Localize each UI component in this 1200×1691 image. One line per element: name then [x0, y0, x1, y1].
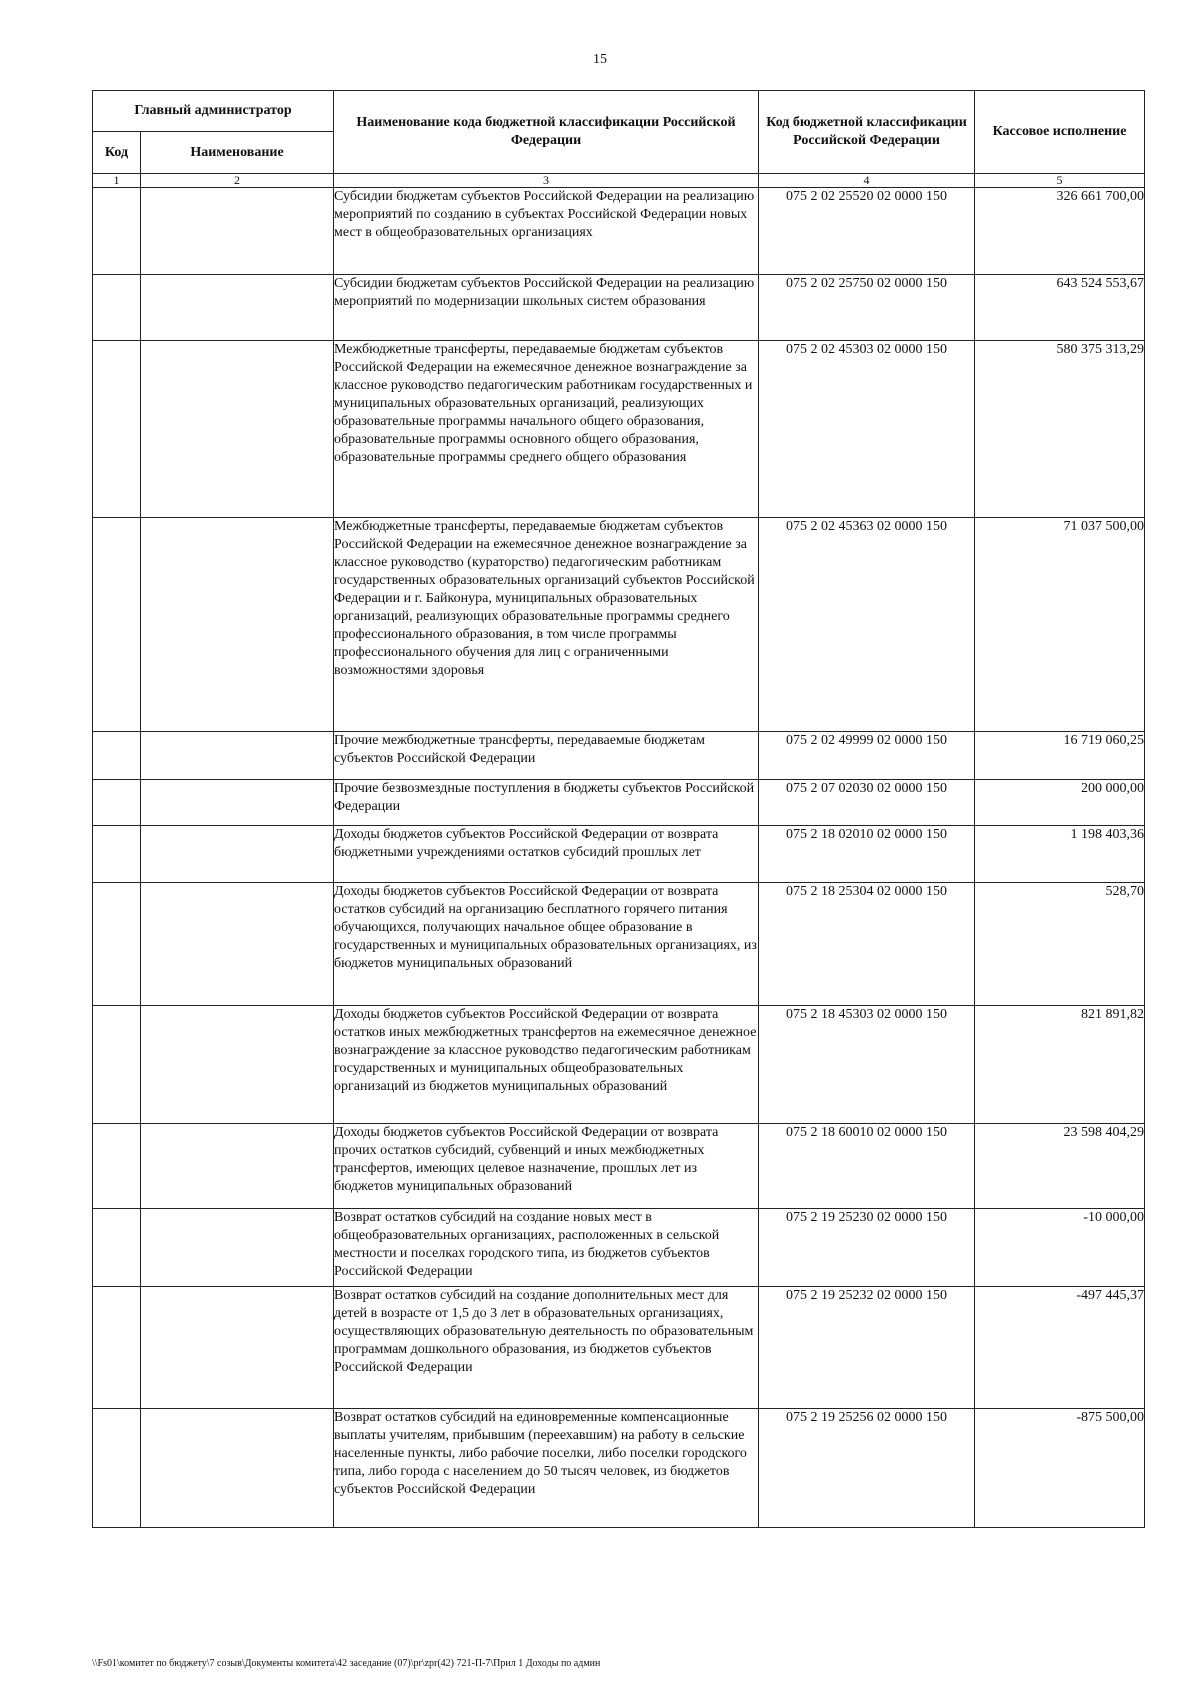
header-name: Наименование: [141, 132, 334, 174]
page-number: 15: [593, 52, 607, 67]
table-row: [93, 1209, 1145, 1287]
kbk-name-cell: Межбюджетные трансферты, передаваемые бюджетам субъектов Российской Федерации на ежемесячное денежное вознаграждение за классное руководство (кураторство) педагогическим работникам государственных образовательных организаций субъектов Российской Федерации и г. Байконура, муниципальных образовательных организаций, реализующих образовательные программы среднего профессионального образования, в том числе программы профессионального обучения для лиц с ограниченными возможностями здоровья: [334, 518, 759, 732]
column-number: 2: [141, 174, 334, 188]
admin-name-cell: [141, 341, 334, 518]
table-row: [93, 1006, 1145, 1124]
table-row: [93, 1409, 1145, 1528]
admin-code-cell: [93, 826, 141, 883]
admin-name-cell: [141, 732, 334, 780]
table-row: [93, 883, 1145, 1006]
kbk-code-cell: 075 2 02 25750 02 0000 150: [759, 275, 975, 341]
amount-cell: 643 524 553,67: [975, 275, 1145, 341]
header-code: Код: [93, 132, 141, 174]
amount-cell: 200 000,00: [975, 780, 1145, 826]
kbk-name-cell: Прочие межбюджетные трансферты, передаваемые бюджетам субъектов Российской Федерации: [334, 732, 759, 780]
header-main-admin: Главный администратор: [93, 91, 334, 132]
header-kbk-code: Код бюджетной классификации Российской Федерации: [759, 91, 975, 174]
admin-code-cell: [93, 732, 141, 780]
amount-cell: 23 598 404,29: [975, 1124, 1145, 1209]
admin-code-cell: [93, 188, 141, 275]
kbk-code-cell: 075 2 19 25232 02 0000 150: [759, 1287, 975, 1409]
amount-cell: -497 445,37: [975, 1287, 1145, 1409]
kbk-name-cell: Доходы бюджетов субъектов Российской Федерации от возврата бюджетными учреждениями остатков субсидий прошлых лет: [334, 826, 759, 883]
table-row: [93, 732, 1145, 780]
kbk-code-cell: 075 2 18 02010 02 0000 150: [759, 826, 975, 883]
amount-cell: 821 891,82: [975, 1006, 1145, 1124]
kbk-code-cell: 075 2 19 25256 02 0000 150: [759, 1409, 975, 1528]
admin-name-cell: [141, 1124, 334, 1209]
admin-code-cell: [93, 1209, 141, 1287]
kbk-name-cell: Возврат остатков субсидий на создание новых мест в общеобразовательных организациях, расположенных в сельской местности и поселках городского типа, из бюджетов субъектов Российской Федерации: [334, 1209, 759, 1287]
kbk-code-cell: 075 2 02 45363 02 0000 150: [759, 518, 975, 732]
admin-code-cell: [93, 275, 141, 341]
admin-name-cell: [141, 1287, 334, 1409]
table-row: [93, 1287, 1145, 1409]
admin-name-cell: [141, 883, 334, 1006]
kbk-code-cell: 075 2 02 49999 02 0000 150: [759, 732, 975, 780]
header-execution: Кассовое исполнение: [975, 91, 1145, 174]
admin-code-cell: [93, 1287, 141, 1409]
header-kbk-name: Наименование кода бюджетной классификации Российской Федерации: [334, 91, 759, 174]
kbk-name-cell: Доходы бюджетов субъектов Российской Федерации от возврата прочих остатков субсидий, субвенций и иных межбюджетных трансфертов, имеющих целевое назначение, прошлых лет из бюджетов муниципальных образований: [334, 1124, 759, 1209]
kbk-name-cell: Доходы бюджетов субъектов Российской Федерации от возврата остатков иных межбюджетных трансфертов на ежемесячное денежное вознаграждение за классное руководство педагогическим работникам государственных и муниципальных общеобразовательных организаций из бюджетов муниципальных образований: [334, 1006, 759, 1124]
table-row: [93, 188, 1145, 275]
amount-cell: 528,70: [975, 883, 1145, 1006]
amount-cell: -875 500,00: [975, 1409, 1145, 1528]
amount-cell: 71 037 500,00: [975, 518, 1145, 732]
admin-name-cell: [141, 188, 334, 275]
admin-code-cell: [93, 1409, 141, 1528]
column-number: 5: [975, 174, 1145, 188]
kbk-code-cell: 075 2 18 25304 02 0000 150: [759, 883, 975, 1006]
kbk-code-cell: 075 2 02 25520 02 0000 150: [759, 188, 975, 275]
table-row: [93, 518, 1145, 732]
amount-cell: 16 719 060,25: [975, 732, 1145, 780]
admin-code-cell: [93, 1006, 141, 1124]
kbk-code-cell: 075 2 19 25230 02 0000 150: [759, 1209, 975, 1287]
admin-name-cell: [141, 826, 334, 883]
admin-code-cell: [93, 1124, 141, 1209]
table-row: [93, 341, 1145, 518]
kbk-code-cell: 075 2 02 45303 02 0000 150: [759, 341, 975, 518]
column-number: 1: [93, 174, 141, 188]
amount-cell: 326 661 700,00: [975, 188, 1145, 275]
column-number: 4: [759, 174, 975, 188]
table-row: [93, 826, 1145, 883]
admin-code-cell: [93, 883, 141, 1006]
revenue-table: [92, 90, 1145, 1528]
kbk-name-cell: Возврат остатков субсидий на единовременные компенсационные выплаты учителям, прибывшим (переехавшим) на работу в сельские населенные пункты, либо рабочие поселки, либо поселки городского типа, либо города с населением до 50 тысяч человек, из бюджетов субъектов Российской Федерации: [334, 1409, 759, 1528]
admin-name-cell: [141, 1409, 334, 1528]
admin-code-cell: [93, 780, 141, 826]
kbk-code-cell: 075 2 18 60010 02 0000 150: [759, 1124, 975, 1209]
file-path-footer: \\Fs01\комитет по бюджету\7 созыв\Документы комитета\42 заседание (07)\pr\zpr(42) 721-П-7\Прил 1 Доходы по админ: [92, 1658, 601, 1669]
admin-code-cell: [93, 518, 141, 732]
kbk-name-cell: Субсидии бюджетам субъектов Российской Федерации на реализацию мероприятий по созданию в субъектах Российской Федерации новых мест в общеобразовательных организациях: [334, 188, 759, 275]
amount-cell: 580 375 313,29: [975, 341, 1145, 518]
kbk-code-cell: 075 2 18 45303 02 0000 150: [759, 1006, 975, 1124]
admin-code-cell: [93, 341, 141, 518]
kbk-name-cell: Прочие безвозмездные поступления в бюджеты субъектов Российской Федерации: [334, 780, 759, 826]
admin-name-cell: [141, 518, 334, 732]
table-row: [93, 1124, 1145, 1209]
kbk-name-cell: Межбюджетные трансферты, передаваемые бюджетам субъектов Российской Федерации на ежемесячное денежное вознаграждение за классное руководство педагогическим работникам государственных и муниципальных образовательных организаций, реализующих образовательные программы начального общего образования, образовательные программы основного общего образования, образовательные программы среднего общего образования: [334, 341, 759, 518]
admin-name-cell: [141, 1006, 334, 1124]
admin-name-cell: [141, 275, 334, 341]
admin-name-cell: [141, 1209, 334, 1287]
kbk-code-cell: 075 2 07 02030 02 0000 150: [759, 780, 975, 826]
admin-name-cell: [141, 780, 334, 826]
kbk-name-cell: Доходы бюджетов субъектов Российской Федерации от возврата остатков субсидий на организацию бесплатного горячего питания обучающихся, получающих начальное общее образование в государственных и муниципальных образовательных организациях, из бюджетов муниципальных образований: [334, 883, 759, 1006]
amount-cell: 1 198 403,36: [975, 826, 1145, 883]
table-row: [93, 275, 1145, 341]
kbk-name-cell: Субсидии бюджетам субъектов Российской Федерации на реализацию мероприятий по модернизации школьных систем образования: [334, 275, 759, 341]
column-number: 3: [334, 174, 759, 188]
table-row: [93, 780, 1145, 826]
amount-cell: -10 000,00: [975, 1209, 1145, 1287]
kbk-name-cell: Возврат остатков субсидий на создание дополнительных мест для детей в возрасте от 1,5 до 3 лет в образовательных организациях, осуществляющих образовательную деятельность по образовательным программам дошкольного образования, из бюджетов субъектов Российской Федерации: [334, 1287, 759, 1409]
